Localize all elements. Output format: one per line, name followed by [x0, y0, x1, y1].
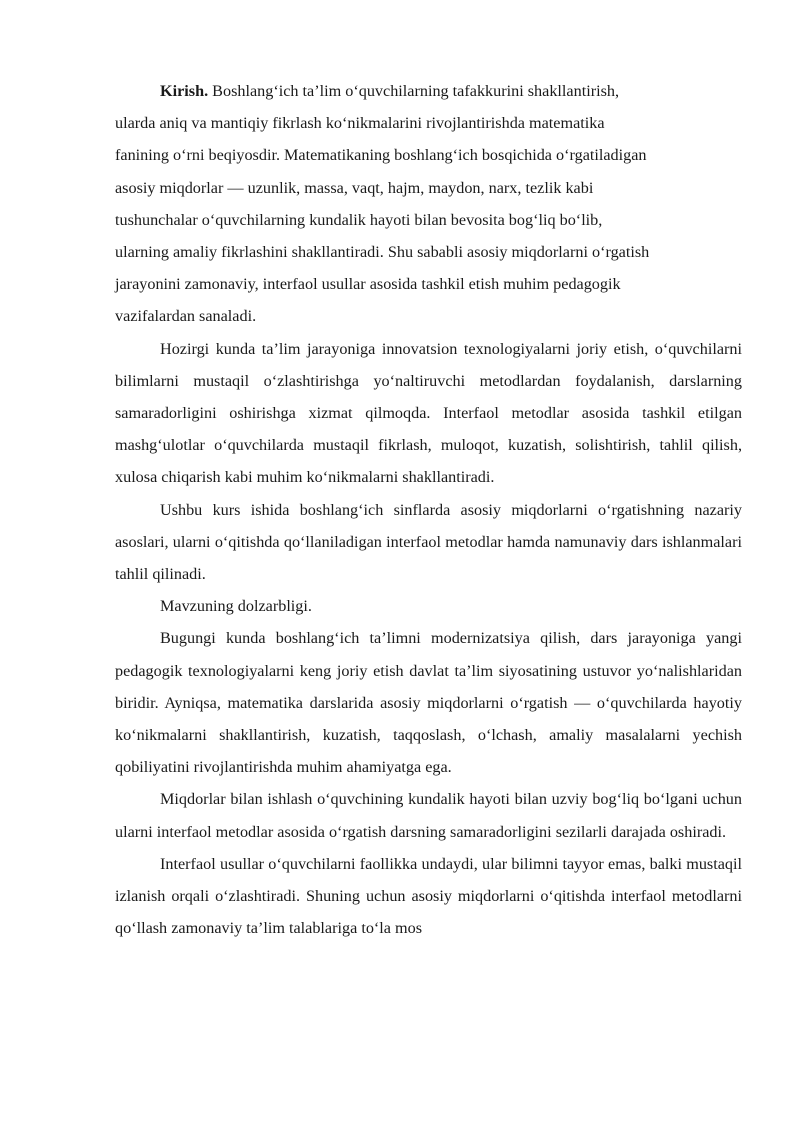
paragraph-interactive-methods: Interfaol usullar o‘quvchilarni faollikka undaydi, ular bilimni tayyor emas, balki mustaqil izlanish orqali o‘zlashtiradi. Shuning uchun asosiy miqdorlarni o‘qitishda interfaol metodlarni qo‘llash zamonaviy ta’lim talablariga to‘la mos: [115, 854, 742, 938]
introduction-heading: Kirish.: [160, 82, 209, 100]
introduction-line: vazifalardan sanaladi.: [115, 307, 257, 326]
paragraph-innovative-technologies: Hozirgi kunda ta’lim jarayoniga innovatsion texnologiyalarni joriy etish, o‘quvchilarni bilimlarni mustaqil o‘zlashtirishga yo‘naltiruvchi metodlardan foydalanish, darslarning samaradorligini oshirishga xizmat qilmoqda. Interfaol metodlar asosida tashkil etilgan mashg‘ulotlar o‘quvchilarda mustaqil fikrlash, muloqot, kuzatish, solishtirish, tahlil qilish, xulosa chiqarish kabi muhim ko‘nikmalarni shakllantiradi.: [115, 339, 742, 487]
introduction-line: ularning amaliy fikrlashini shakllantiradi. Shu sababli asosiy miqdorlarni o‘rgatish: [115, 243, 650, 262]
introduction-line: jarayonini zamonaviy, interfaol usullar asosida tashkil etish muhim pedagogik: [115, 275, 621, 294]
paragraph-modernization: Bugungi kunda boshlang‘ich ta’limni modernizatsiya qilish, dars jarayoniga yangi pedagogik texnologiyalarni keng joriy etish davlat ta’lim siyosatining ustuvor yo‘nalishlaridan biridir. Ayniqsa, matematika darslarida asosiy miqdorlarni o‘rgatish — o‘quvchilarda hayotiy ko‘nikmalarni shakllantirish, kuzatish, taqqoslash, o‘lchash, amaliy masalalarni yechish qobiliyatini rivojlantirishda muhim ahamiyatga ega.: [115, 629, 742, 777]
paragraph-quantities-daily-life: Miqdorlar bilan ishlash o‘quvchining kundalik hayoti bilan uzviy bog‘liq bo‘lgani uchun ularni interfaol metodlar asosida o‘rgatish darsning samaradorligini sezilarli darajada oshiradi.: [115, 790, 742, 841]
introduction-line: tushunchalar o‘quvchilarning kundalik hayoti bilan bevosita bog‘liq bo‘lib,: [115, 210, 603, 229]
introduction-line: Boshlang‘ich ta’lim o‘quvchilarning tafakkurini shakllantirish,: [208, 82, 620, 100]
paragraph-course-work-scope: Ushbu kurs ishida boshlang‘ich sinflarda asosiy miqdorlarni o‘rgatishning nazariy asoslari, ularni o‘qitishda qo‘llaniladigan interfaol metodlar hamda namunaviy dars ishlanmalari tahlil qilinadi.: [115, 500, 742, 584]
introduction-line: asosiy miqdorlar — uzunlik, massa, vaqt, hajm, maydon, narx, tezlik kabi: [115, 178, 594, 197]
section-heading-relevance: Mavzuning dolzarbligi.: [160, 597, 312, 616]
introduction-line: fanining o‘rni beqiyosdir. Matematikaning boshlang‘ich bosqichida o‘rgatiladigan: [115, 146, 647, 165]
document-body: [115, 75, 742, 944]
paragraph-introduction: [115, 75, 742, 333]
introduction-line: ularda aniq va mantiqiy fikrlash ko‘nikmalarini rivojlantirishda matematika: [115, 114, 605, 133]
